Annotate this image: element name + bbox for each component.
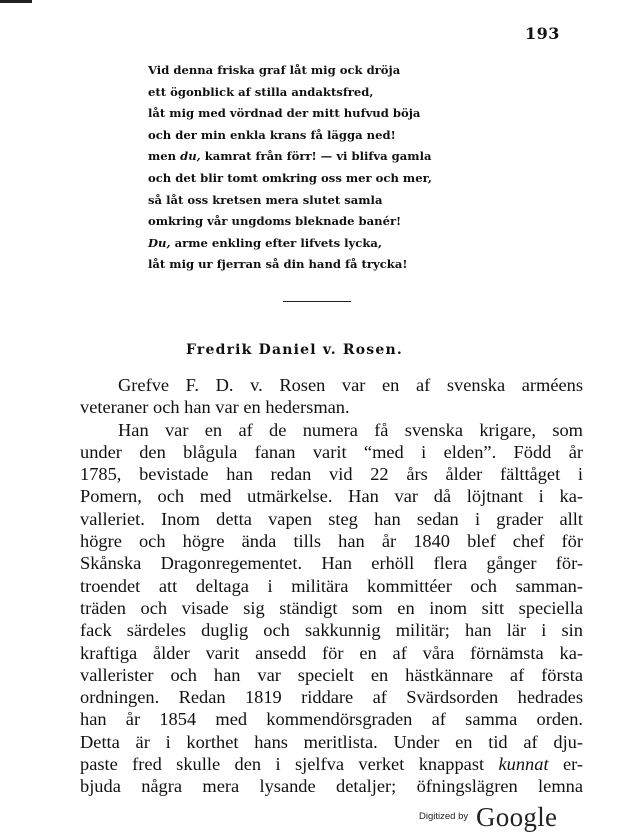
body-line — [80, 708, 583, 730]
text-run: bjuda några mera lysande detaljer; öfningslägren lemna — [80, 776, 583, 797]
body-line — [80, 731, 583, 753]
text-run: Grefve F. D. v. Rosen var en af svenska arméens — [118, 375, 583, 395]
poem-line — [148, 125, 528, 147]
body-line — [80, 508, 583, 530]
body-line — [80, 485, 583, 507]
text-run: men — [148, 149, 181, 164]
text-run: er- — [548, 754, 583, 775]
digitized-by-label: Digitized by — [419, 811, 469, 822]
body-line — [80, 642, 583, 664]
body-line — [80, 441, 583, 463]
text-run: ett ögonblick af stilla andaktsfred, — [148, 84, 374, 99]
body-line — [80, 753, 583, 775]
text-run: Pomern, och med utmärkelse. Han var då löjtnant i ka- — [80, 486, 583, 507]
italic-word: kunnat — [498, 754, 549, 775]
body-line — [80, 597, 583, 619]
poem-stanza — [148, 60, 528, 276]
text-run: Vid denna friska graf låt mig ock dröja — [148, 63, 401, 77]
text-run: låt mig ur fjerran så din hand få trycka! — [148, 257, 408, 272]
body-line — [80, 530, 583, 552]
text-run: troendet att deltaga i militära kommittéer och samman- — [80, 575, 583, 596]
body-line — [80, 686, 583, 708]
text-run: veteraner och han var en hedersman. — [80, 397, 350, 418]
text-run: så låt oss kretsen mera slutet samla — [148, 192, 383, 207]
text-run: fack särdeles duglig och sakkunnig militär; han lär i sin — [80, 620, 583, 641]
poem-line — [148, 168, 528, 190]
poem-line — [148, 146, 528, 168]
body-paragraphs — [80, 374, 583, 798]
body-line — [80, 396, 583, 418]
text-run: paste fred skulle den i sjelfva verket knappast — [80, 754, 499, 775]
page-number: 193 — [525, 24, 560, 43]
top-edge-rule — [0, 0, 32, 3]
poem-line — [148, 103, 528, 125]
body-line — [80, 463, 583, 485]
italic-word: du, — [180, 149, 201, 164]
body-line — [80, 374, 583, 396]
section-heading: Fredrik Daniel v. Rosen. — [186, 342, 403, 358]
text-run: Skånska Dragonregementet. Han erhöll flera gånger för- — [80, 553, 583, 574]
poem-line — [148, 82, 528, 104]
body-line — [80, 664, 583, 686]
text-run: valleriet. Inom detta vapen steg han sedan i grader allt — [80, 508, 583, 529]
body-line — [80, 619, 583, 641]
text-run: 1785, bevistade han redan vid 22 års ålder fälttåget i — [80, 464, 583, 485]
poem-line — [148, 254, 528, 276]
poem-line — [148, 233, 528, 255]
text-run: under den blågula fanan varit “med i elden”. Född år — [80, 441, 583, 462]
text-run: och det blir tomt omkring oss mer och mer, — [148, 170, 432, 185]
section-separator — [283, 301, 351, 302]
text-run: Han var en af de numera få svenska krigare, som — [118, 419, 583, 440]
poem-line — [148, 211, 528, 233]
text-run: och der min enkla krans få lägga ned! — [148, 127, 396, 142]
body-line — [80, 419, 583, 441]
body-line — [80, 775, 583, 797]
italic-word: Du, — [148, 235, 171, 250]
poem-line — [148, 190, 528, 212]
body-line — [80, 552, 583, 574]
text-run: kraftiga ålder varit ansedd för en af våra förnämsta ka- — [80, 642, 583, 663]
body-line — [80, 575, 583, 597]
text-run: träden och visade sig ständigt som en inom sitt speciella — [80, 597, 583, 618]
google-logo: Google — [476, 802, 558, 832]
text-run: vallerister och han var specielt en hästkännare af första — [80, 664, 583, 685]
text-run: arme enkling efter lifvets lycka, — [170, 235, 382, 250]
text-run: Detta är i korthet hans meritlista. Under en tid af dju- — [80, 731, 583, 752]
text-run: högre och högre ända tills han år 1840 blef chef för — [80, 531, 583, 552]
text-run: kamrat från förr! — vi blifva gamla — [200, 149, 432, 164]
text-run: omkring vår ungdoms bleknade banér! — [148, 214, 402, 229]
text-run: låt mig med vördnad der mitt hufvud böja — [148, 106, 421, 121]
text-run: han år 1854 med kommendörsgraden af samma orden. — [80, 709, 583, 730]
poem-line — [148, 60, 528, 82]
text-run: ordningen. Redan 1819 riddare af Svärdsorden hedrades — [80, 687, 583, 708]
